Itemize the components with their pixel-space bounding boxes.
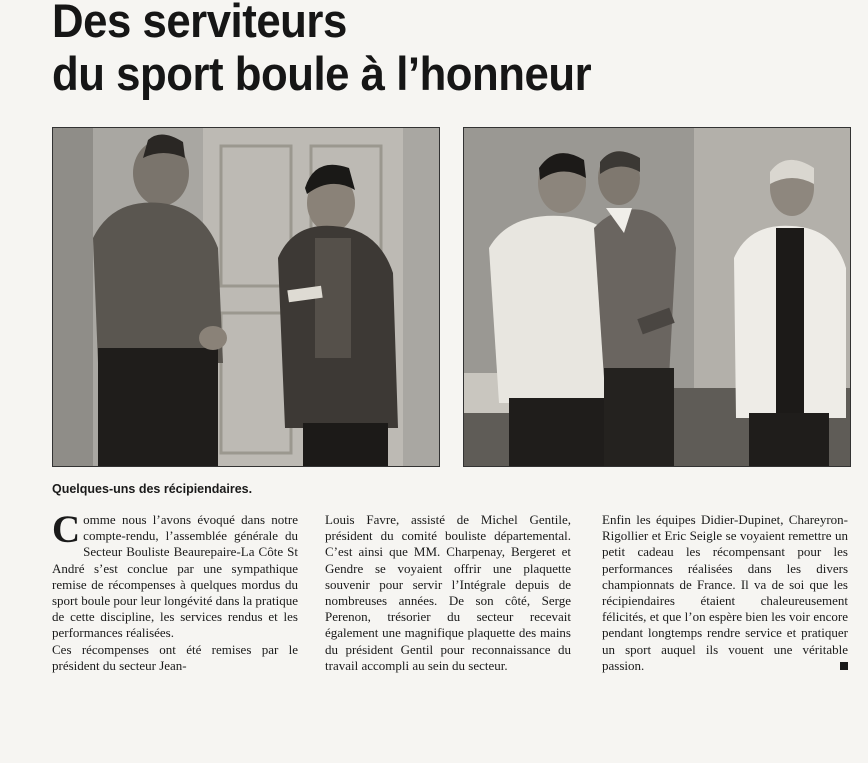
photo-right (463, 127, 851, 467)
headline-line-2: du sport boule à l’honneur (52, 47, 592, 100)
dropcap: C (52, 508, 81, 551)
article-paragraph-1 (52, 508, 298, 642)
article-column-1 (52, 508, 298, 674)
article-paragraph-4 (602, 512, 848, 674)
article-column-2 (325, 512, 571, 674)
paragraph-4-text: Enfin les équipes Didier-Dupinet, Chareyron-Rigollier et Eric Seigle se voyaient remettre un petit cadeau les récompensant pour les performances réalisées dans les divers championnats de France. Il va de soi que les récipiendaires étaient chaleureusement félicités, et que l’on espère bien les voir encore pendant longtemps rendre service et pratiquer un sport auquel ils vouent une véritable passion. (602, 512, 848, 673)
headline (52, 0, 591, 100)
article-paragraph-3: Louis Favre, assisté de Michel Gentile, président du comité bouliste départemental. C’est ainsi que MM. Charpenay, Bergeret et Gendre se voyaient offrir une plaquette souvenir pour servir l’Intégrale depuis de nombreuses années. De son côté, Serge Perenon, trésorier du secteur recevait également une magnifique plaquette des mains du président Gentil pour reconnaissance du travail accompli au sein du secteur. (325, 512, 571, 673)
article-column-3 (602, 512, 848, 674)
article-paragraph-2: Ces récompenses ont été remises par le président du secteur Jean- (52, 641, 298, 673)
photo-caption: Quelques-uns des récipiendaires. (52, 482, 253, 496)
paragraph-1-text: omme nous l’avons évoqué dans notre compte-rendu, l’assemblée générale du Secteur Bouliste Beaurepaire-La Côte St André s’est conclue par une sympathique remise de récompenses à quelques mordus du sport boule pour leur longévité dans la pratique de cette discipline, les services rendus et les performances réalisées. (52, 512, 298, 641)
photo-right-image (464, 128, 850, 466)
end-of-article-mark (840, 662, 848, 670)
headline-line-1: Des serviteurs (52, 0, 347, 47)
photo-left-image (53, 128, 439, 466)
photo-left (52, 127, 440, 467)
